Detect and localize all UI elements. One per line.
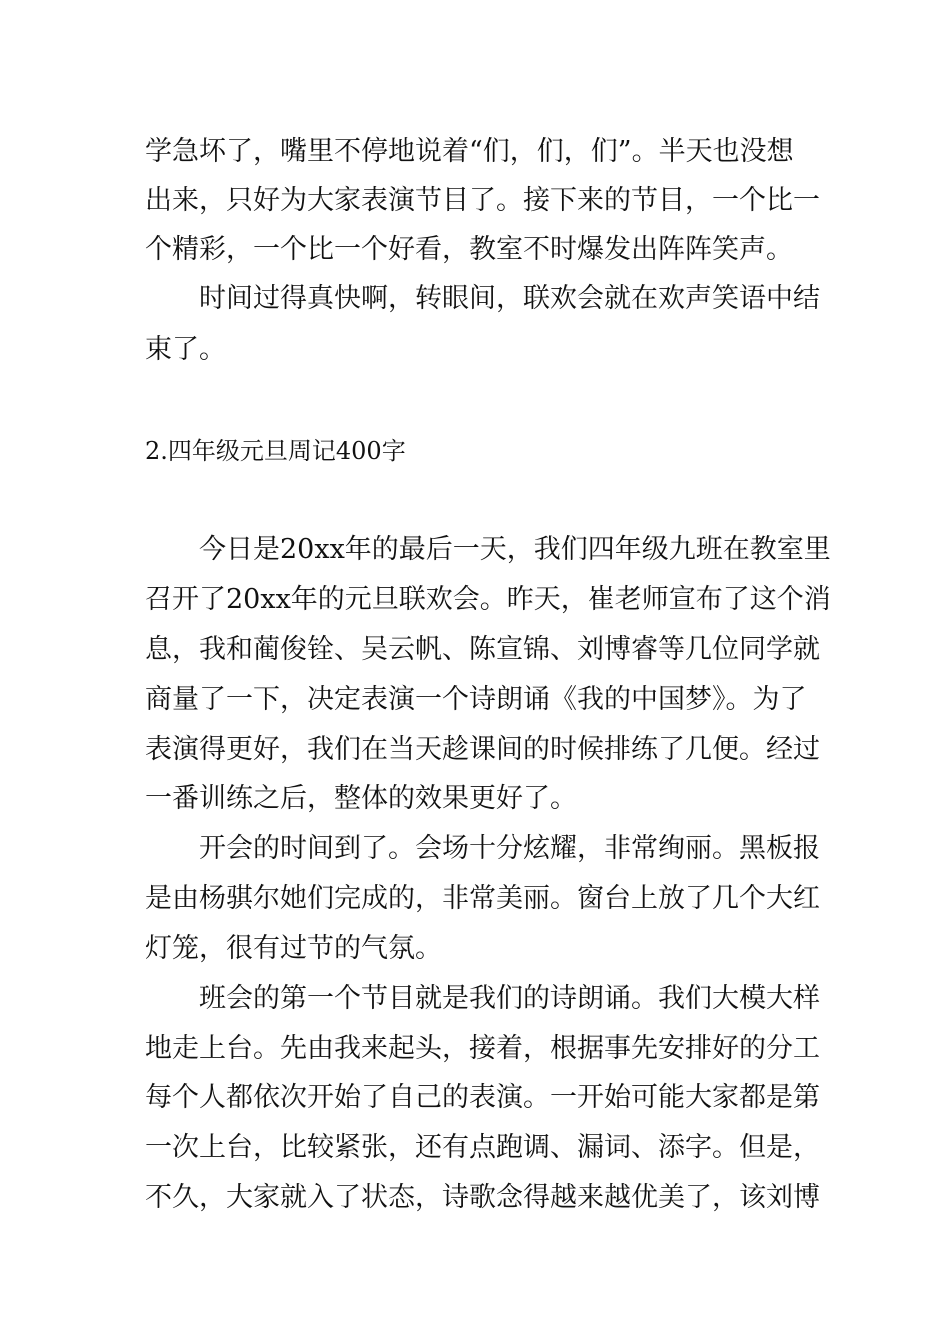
text-line: 息，我和蔺俊铨、吴云帆、陈宣锦、刘博睿等几位同学就 bbox=[145, 634, 820, 665]
text-line: 商量了一下，决定表演一个诗朗诵《我的中国梦》。为了 bbox=[145, 684, 807, 715]
text-line: 一番训练之后，整体的效果更好了。 bbox=[145, 783, 577, 814]
text-line: 一次上台，比较紧张，还有点跑调、漏词、添字。但是， bbox=[145, 1132, 820, 1163]
section-heading: 2.四年级元旦周记400字 bbox=[145, 437, 406, 465]
text-line: 个精彩，一个比一个好看，教室不时爆发出阵阵笑声。 bbox=[145, 234, 793, 265]
text-line: 开会的时间到了。会场十分炫耀，非常绚丽。黑板报 bbox=[199, 833, 820, 864]
text-line: 地走上台。先由我来起头，接着，根据事先安排好的分工 bbox=[145, 1033, 820, 1064]
text-line: 出来，只好为大家表演节目了。接下来的节目，一个比一 bbox=[145, 185, 820, 216]
text-line: 是由杨骐尔她们完成的，非常美丽。窗台上放了几个大红 bbox=[145, 883, 820, 914]
text-line: 学急坏了，嘴里不停地说着“们，们，们”。半天也没想 bbox=[145, 136, 794, 167]
text-line: 不久，大家就入了状态，诗歌念得越来越优美了，该刘博 bbox=[145, 1182, 820, 1213]
text-line: 班会的第一个节目就是我们的诗朗诵。我们大模大样 bbox=[199, 983, 820, 1014]
text-line: 灯笼，很有过节的气氛。 bbox=[145, 933, 442, 964]
text-line: 今日是20xx年的最后一天，我们四年级九班在教室里 bbox=[199, 534, 831, 565]
text-line: 召开了20xx年的元旦联欢会。昨天，崔老师宣布了这个消 bbox=[145, 584, 831, 615]
text-line: 束了。 bbox=[145, 334, 226, 365]
text-line: 时间过得真快啊，转眼间，联欢会就在欢声笑语中结 bbox=[199, 283, 820, 314]
text-line: 每个人都依次开始了自己的表演。一开始可能大家都是第 bbox=[145, 1082, 820, 1113]
text-line: 表演得更好，我们在当天趁课间的时候排练了几便。经过 bbox=[145, 734, 820, 765]
